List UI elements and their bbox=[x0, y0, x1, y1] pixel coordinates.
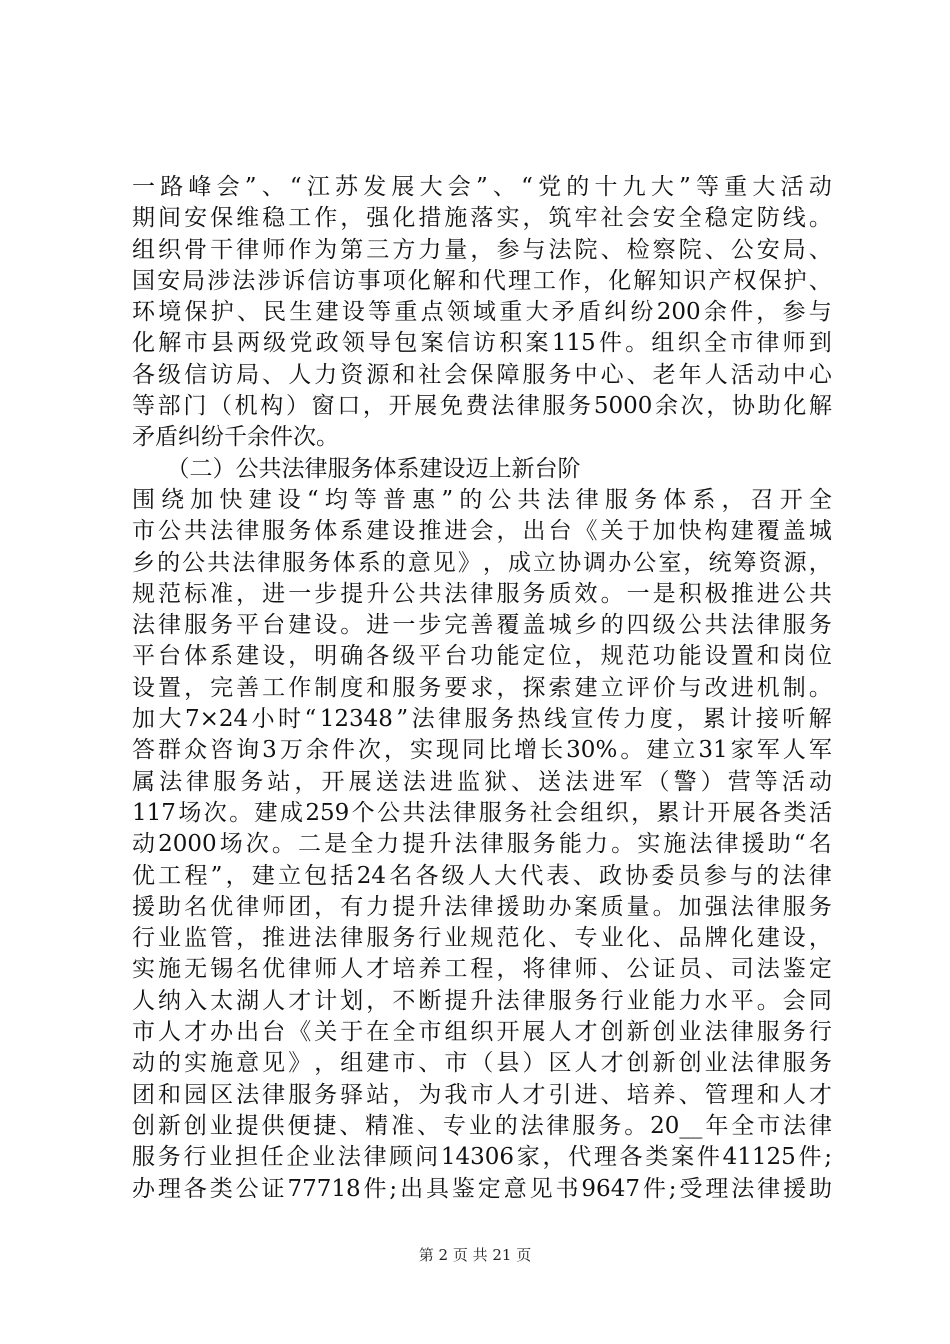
text-line: 市 公 共 法 律 服 务 体 系 建 设 推 进 会 ， 出 台 《 关 于 加 快 构 建 覆 盖 城 bbox=[132, 518, 832, 545]
text-line: 乡 的 公 共 法 律 服 务 体 系 的 意 见 》 ， 成 立 协 调 办 公 室 ， 统 筹 资 源 ， bbox=[132, 549, 832, 576]
text-line: 一 路 峰 会 ” 、 “ 江 苏 发 展 大 会 ” 、 “ 党 的 十 九 大 ” 等 重 大 活 动 bbox=[132, 174, 832, 200]
text-line: 117 场 次 。 建 成 259 个 公 共 法 律 服 务 社 会 组 织 ， 累 计 开 展 各 类 活 bbox=[132, 799, 832, 826]
text-line: 围 绕 加 快 建 设 “ 均 等 普 惠 ” 的 公 共 法 律 服 务 体 系 ， 召 开 全 bbox=[132, 486, 832, 513]
text-line: 优 工 程 ” ， 建 立 包 括 24 名 各 级 人 大 代 表 、 政 协 委 员 参 与 的 法 律 bbox=[132, 862, 832, 889]
text-line: 加 大 7×24 小 时 “ 12348 ” 法 律 服 务 热 线 宣 传 力 度 ， 累 计 接 听 解 bbox=[132, 706, 832, 733]
text-line: 组 织 骨 干 律 师 作 为 第 三 方 力 量 ， 参 与 法 院 、 检 察 院 、 公 安 局 、 bbox=[132, 236, 832, 263]
text-line: 规 范 标 准 ， 进 一 步 提 升 公 共 法 律 服 务 质 效 。 一 是 积 极 推 进 公 共 bbox=[132, 580, 832, 607]
text-line: 创 新 创 业 提 供 便 捷 、 精 准 、 专 业 的 法 律 服 务 。 20__ 年 全 市 法 律 bbox=[132, 1112, 832, 1139]
text-line: 国 安 局 涉 法 涉 诉 信 访 事 项 化 解 和 代 理 工 作 ， 化 解 知 识 产 权 保 护 、 bbox=[132, 267, 832, 294]
text-line: 环 境 保 护 、 民 生 建 设 等 重 点 领 域 重 大 矛 盾 纠 纷 200 余 件 ， 参 与 bbox=[132, 299, 832, 326]
text-line: 期 间 安 保 维 稳 工 作 ， 强 化 措 施 落 实 ， 筑 牢 社 会 安 全 稳 定 防 线 。 bbox=[132, 205, 832, 232]
text-line: 行 业 监 管 ， 推 进 法 律 服 务 行 业 规 范 化 、 专 业 化 、 品 牌 化 建 设 ， bbox=[132, 925, 832, 952]
text-line: 属 法 律 服 务 站 ， 开 展 送 法 进 监 狱 、 送 法 进 军 （ 警 ） 营 等 活 动 bbox=[132, 768, 832, 795]
text-line: 人 纳 入 太 湖 人 才 计 划 ， 不 断 提 升 法 律 服 务 行 业 能 力 水 平 。 会 同 bbox=[132, 987, 832, 1014]
text-line: 动 的 实 施 意 见 》 ， 组 建 市 、 市 （ 县 ） 区 人 才 创 新 创 业 法 律 服 务 bbox=[132, 1050, 832, 1077]
text-line: 办 理 各 类 公 证 77718 件 ; 出 具 鉴 定 意 见 书 9647 件 ; 受 理 法 律 援 助 bbox=[132, 1175, 832, 1202]
text-line: 设 置 ， 完 善 工 作 制 度 和 服 务 要 求 ， 探 索 建 立 评 价 与 改 进 机 制 。 bbox=[132, 674, 832, 701]
text-line: 团 和 园 区 法 律 服 务 驿 站 ， 为 我 市 人 才 引 进 、 培 养 、 管 理 和 人 才 bbox=[132, 1081, 832, 1108]
text-line: 等 部 门 （ 机 构 ） 窗 口 ， 开 展 免 费 法 律 服 务 5000 余 次 ， 协 助 化 解 bbox=[132, 393, 832, 420]
text-line: 化 解 市 县 两 级 党 政 领 导 包 案 信 访 积 案 115 件 。 组 织 全 市 律 师 到 bbox=[132, 330, 832, 357]
text-line: 动 2000 场 次 。 二 是 全 力 提 升 法 律 服 务 能 力 。 实 施 法 律 援 助 “ 名 bbox=[132, 831, 832, 858]
text-line: （二）公共法律服务体系建设迈上新台阶 bbox=[132, 455, 581, 482]
text-line: 市 人 才 办 出 台 《 关 于 在 全 市 组 织 开 展 人 才 创 新 创 业 法 律 服 务 行 bbox=[132, 1019, 832, 1046]
text-line: 答 群 众 咨 询 3 万 余 件 次 ， 实 现 同 比 增 长 30% 。 建 立 31 家 军 人 军 bbox=[132, 737, 832, 764]
text-line: 服 务 行 业 担 任 企 业 法 律 顾 问 14306 家 ， 代 理 各 类 案 件 41125 件 ; bbox=[132, 1144, 832, 1171]
text-line: 法 律 服 务 平 台 建 设 。 进 一 步 完 善 覆 盖 城 乡 的 四 级 公 共 法 律 服 务 bbox=[132, 612, 832, 639]
text-line: 平 台 体 系 建 设 ， 明 确 各 级 平 台 功 能 定 位 ， 规 范 功 能 设 置 和 岗 位 bbox=[132, 643, 832, 670]
text-line: 实 施 无 锡 名 优 律 师 人 才 培 养 工 程 ， 将 律 师 、 公 证 员 、 司 法 鉴 定 bbox=[132, 956, 832, 983]
text-line: 援 助 名 优 律 师 团 ， 有 力 提 升 法 律 援 助 办 案 质 量 。 加 强 法 律 服 务 bbox=[132, 893, 832, 920]
page-footer: 第 2 页 共 21 页 bbox=[418, 1246, 532, 1264]
text-line: 各 级 信 访 局 、 人 力 资 源 和 社 会 保 障 服 务 中 心 、 老 年 人 活 动 中 心 bbox=[132, 361, 832, 388]
body-text bbox=[132, 172, 832, 1205]
text-line: 矛盾纠纷千余件次。 bbox=[132, 424, 339, 451]
